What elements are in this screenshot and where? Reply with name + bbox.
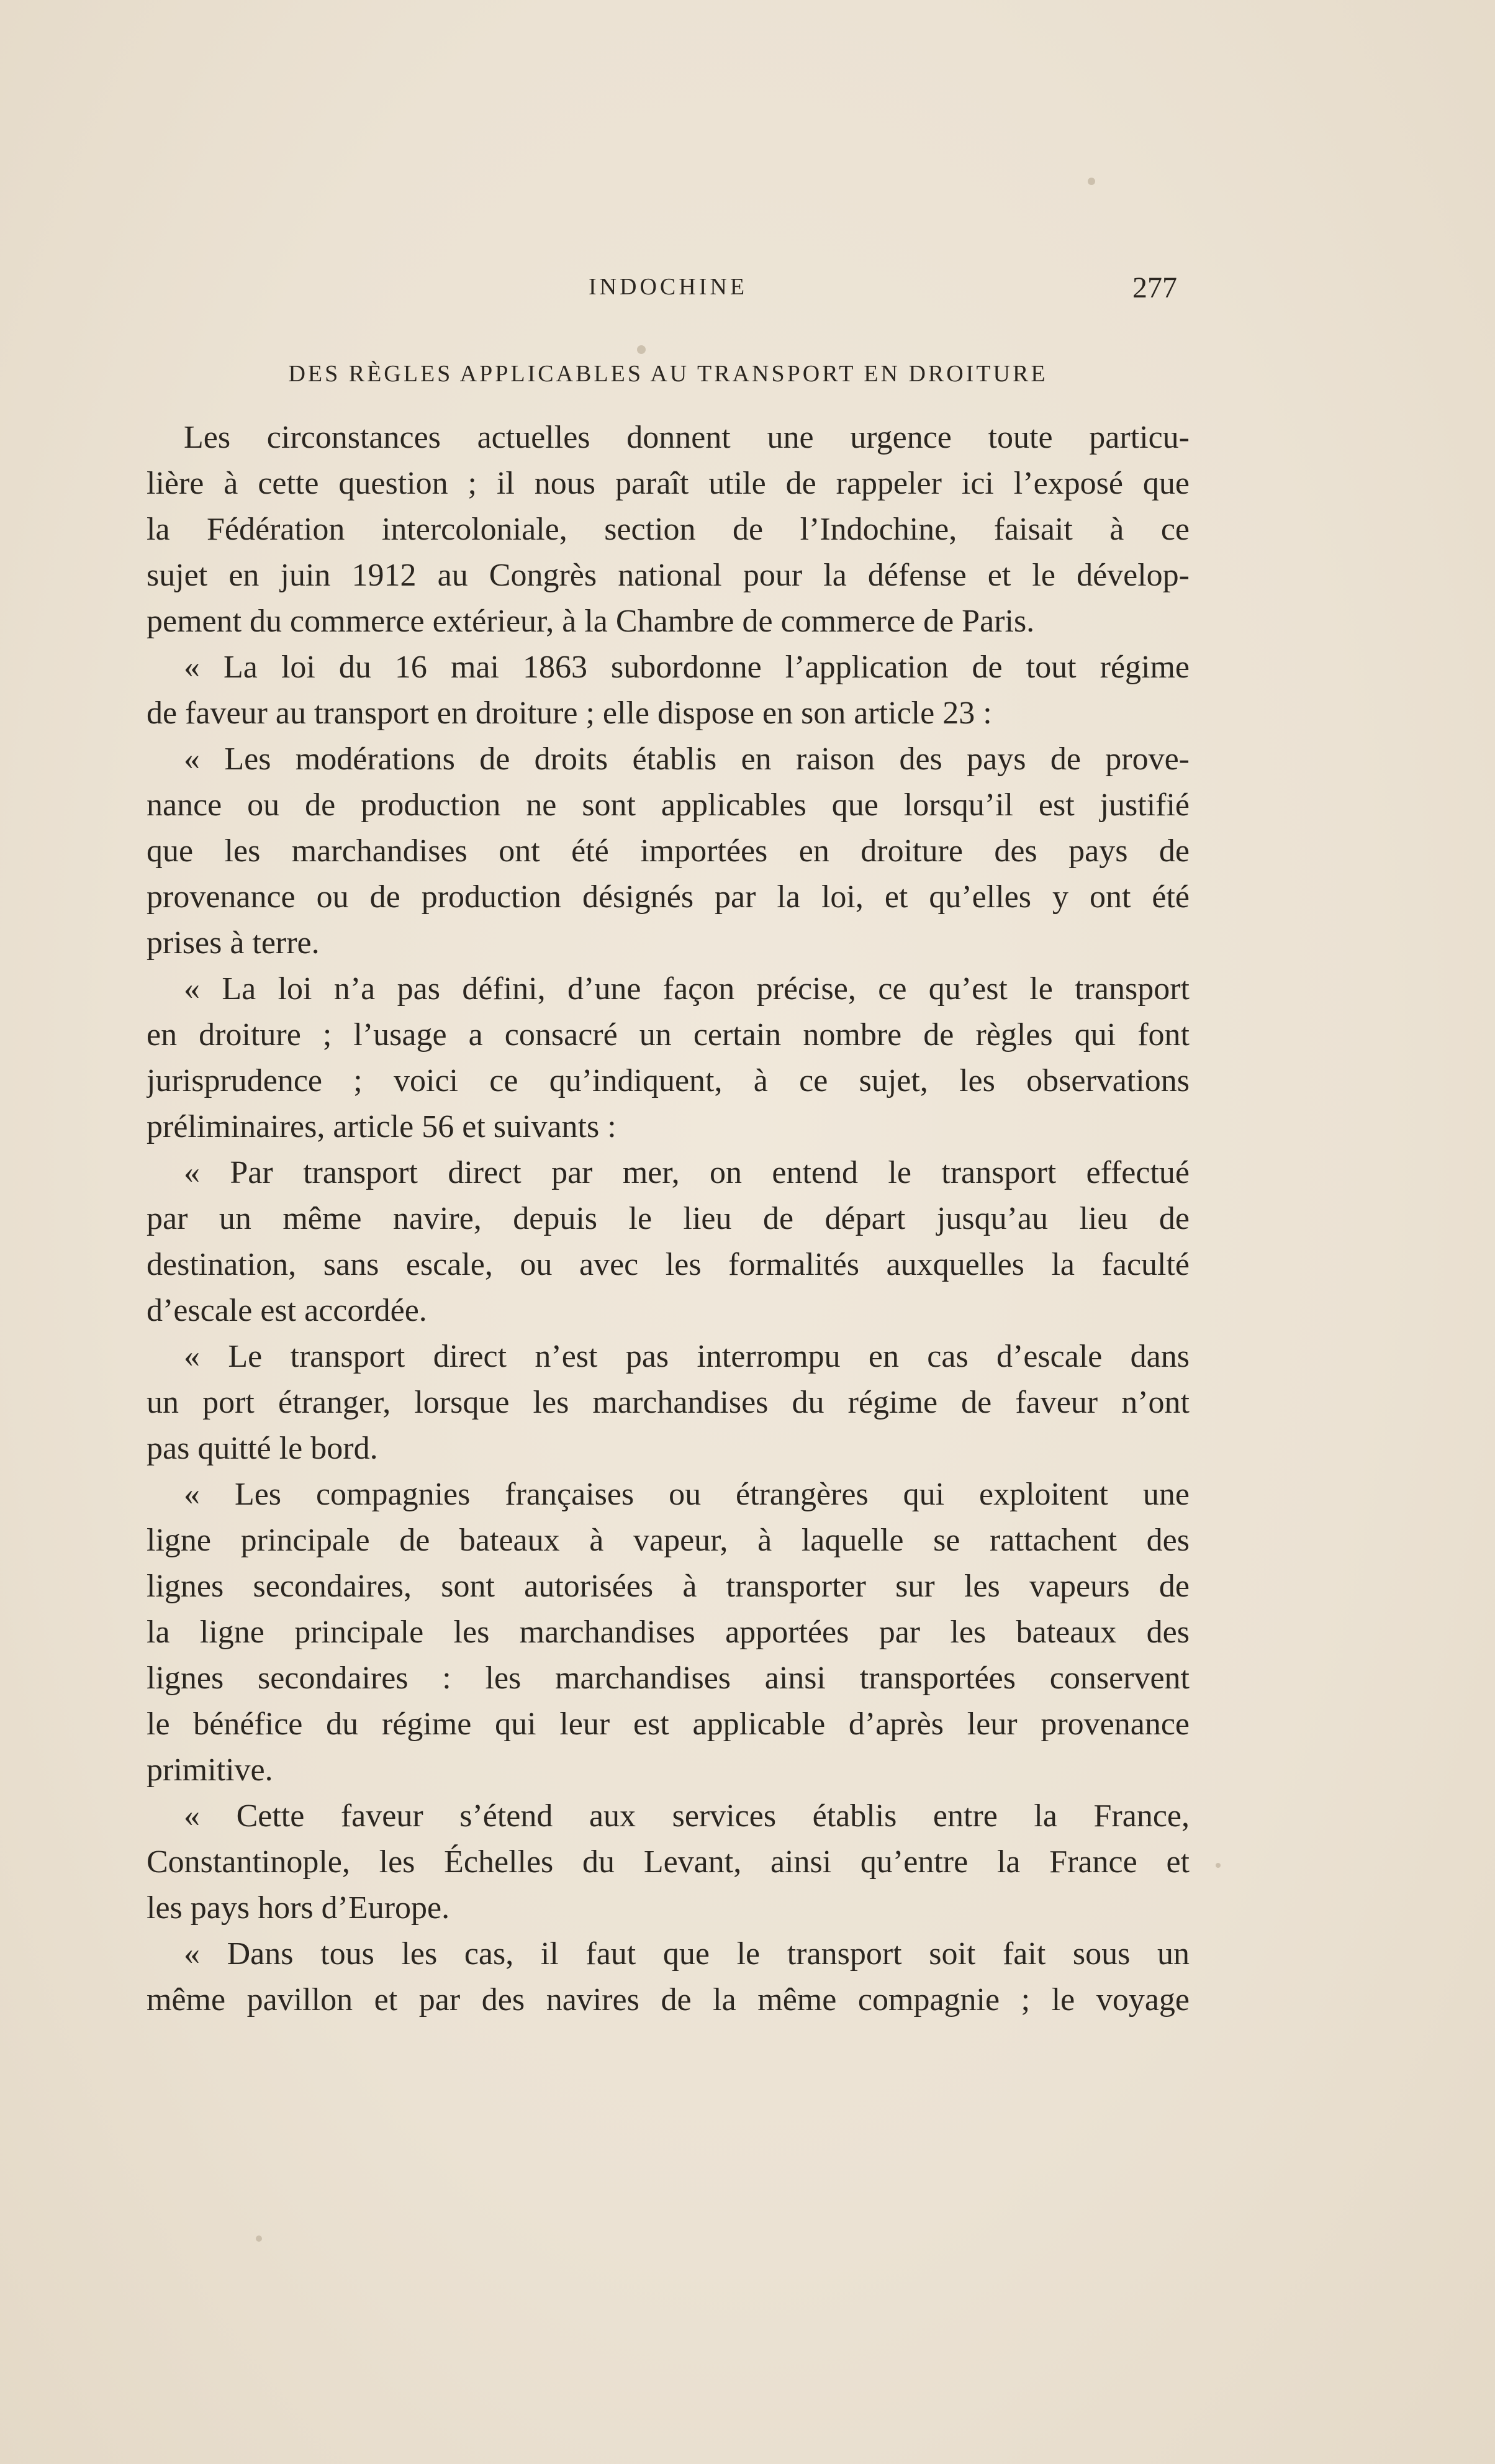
text-line: le bénéfice du régime qui leur est applicable d’après leur provenance [147, 1706, 1190, 1742]
text-line: « Les modérations de droits établis en raison des pays de prove- [184, 741, 1190, 777]
text-line: « Dans tous les cas, il faut que le transport soit fait sous un [184, 1936, 1190, 1972]
text-line: prises à terre. [147, 925, 320, 961]
text-line: « La loi du 16 mai 1863 subordonne l’application de tout régime [184, 650, 1190, 685]
text-line: lignes secondaires, sont autorisées à transporter sur les vapeurs de [147, 1569, 1190, 1604]
text-line: « La loi n’a pas défini, d’une façon précise, ce qu’est le transport [184, 971, 1190, 1007]
text-line: « Le transport direct n’est pas interrompu en cas d’escale dans [184, 1339, 1190, 1374]
text-line: les pays hors d’Europe. [147, 1890, 450, 1926]
text-line: jurisprudence ; voici ce qu’indiquent, à ce sujet, les observations [147, 1063, 1190, 1098]
text-line: « Les compagnies françaises ou étrangères qui exploitent une [184, 1477, 1190, 1512]
paper-speck [256, 2235, 262, 2242]
text-line: même pavillon et par des navires de la même compagnie ; le voyage [147, 1982, 1190, 2018]
text-line: lière à cette question ; il nous paraît utile de rappeler ici l’exposé que [147, 466, 1190, 501]
running-head [147, 271, 1190, 308]
text-line: préliminaires, article 56 et suivants : [147, 1109, 617, 1144]
paper-speck [1088, 178, 1095, 185]
text-line: en droiture ; l’usage a consacré un certain nombre de règles qui font [147, 1017, 1190, 1053]
section-heading: DES RÈGLES APPLICABLES AU TRANSPORT EN DROITURE [288, 361, 1048, 387]
text-line: que les marchandises ont été importées en droiture des pays de [147, 833, 1190, 869]
text-line: « Par transport direct par mer, on entend le transport effectué [184, 1155, 1190, 1190]
text-line: la ligne principale les marchandises apportées par les bateaux des [147, 1615, 1190, 1650]
text-line: Les circonstances actuelles donnent une urgence toute particu- [184, 420, 1190, 455]
text-line: primitive. [147, 1752, 273, 1788]
text-line: par un même navire, depuis le lieu de départ jusqu’au lieu de [147, 1201, 1190, 1236]
text-line: provenance ou de production désignés par la loi, et qu’elles y ont été [147, 879, 1190, 915]
paper-speck [637, 345, 646, 354]
text-line: Constantinople, les Échelles du Levant, ainsi qu’entre la France et [147, 1844, 1190, 1880]
running-title: INDOCHINE [588, 274, 748, 300]
text-line: sujet en juin 1912 au Congrès national pour la défense et le dévelop- [147, 558, 1190, 593]
page-number: 277 [1132, 271, 1177, 304]
text-line: lignes secondaires : les marchandises ainsi transportées conservent [147, 1660, 1190, 1696]
text-line: destination, sans escale, ou avec les formalités auxquelles la faculté [147, 1247, 1190, 1282]
text-line: nance ou de production ne sont applicables que lorsqu’il est justifié [147, 787, 1190, 823]
text-line: un port étranger, lorsque les marchandises du régime de faveur n’ont [147, 1385, 1190, 1420]
paper-speck [1216, 1863, 1221, 1868]
text-line: pas quitté le bord. [147, 1431, 378, 1466]
body-text [147, 415, 1190, 2023]
text-line: de faveur au transport en droiture ; elle dispose en son article 23 : [147, 695, 992, 731]
text-line: d’escale est accordée. [147, 1293, 427, 1328]
text-line: ligne principale de bateaux à vapeur, à laquelle se rattachent des [147, 1523, 1190, 1558]
text-line: « Cette faveur s’étend aux services établis entre la France, [184, 1798, 1190, 1834]
text-line: pement du commerce extérieur, à la Chambre de commerce de Paris. [147, 604, 1035, 639]
text-line: la Fédération intercoloniale, section de l’Indochine, faisait à ce [147, 512, 1190, 547]
